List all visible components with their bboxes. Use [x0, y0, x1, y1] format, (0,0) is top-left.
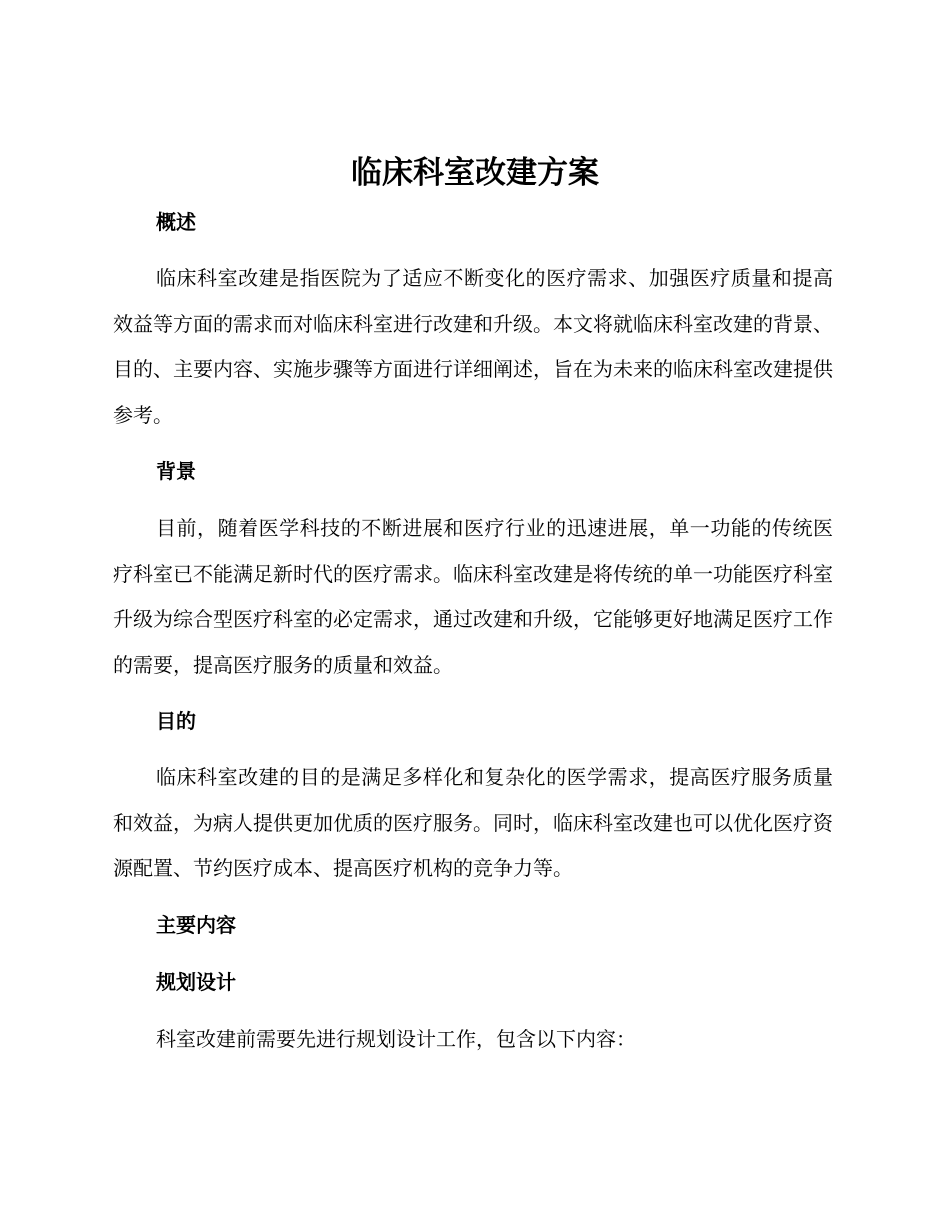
paragraph-overview: 临床科室改建是指医院为了适应不断变化的医疗需求、加强医疗质量和提高效益等方面的需求而对临床科室进行改建和升级。本文将就临床科室改建的背景、目的、主要内容、实施步骤等方面进行详细阐述，旨在为未来的临床科室改建提供参考。	[113, 266, 833, 427]
section-heading-background: 背景	[156, 459, 196, 483]
paragraph-purpose: 临床科室改建的目的是满足多样化和复杂化的医学需求，提高医疗服务质量和效益，为病人提供更加优质的医疗服务。同时，临床科室改建也可以优化医疗资源配置、节约医疗成本、提高医疗机构的竞争力等。	[113, 765, 833, 880]
section-heading-planning-design: 规划设计	[156, 970, 236, 994]
paragraph-planning-design: 科室改建前需要先进行规划设计工作，包含以下内容：	[156, 1027, 636, 1051]
paragraph-background: 目前，随着医学科技的不断进展和医疗行业的迅速进展，单一功能的传统医疗科室已不能满足新时代的医疗需求。临床科室改建是将传统的单一功能医疗科室升级为综合型医疗科室的必定需求，通过改建和升级，它能够更好地满足医疗工作的需要，提高医疗服务的质量和效益。	[113, 516, 833, 677]
section-heading-purpose: 目的	[156, 709, 196, 733]
document-title: 临床科室改建方案	[351, 155, 599, 191]
section-heading-main-content: 主要内容	[156, 913, 236, 937]
section-heading-overview: 概述	[156, 210, 196, 234]
